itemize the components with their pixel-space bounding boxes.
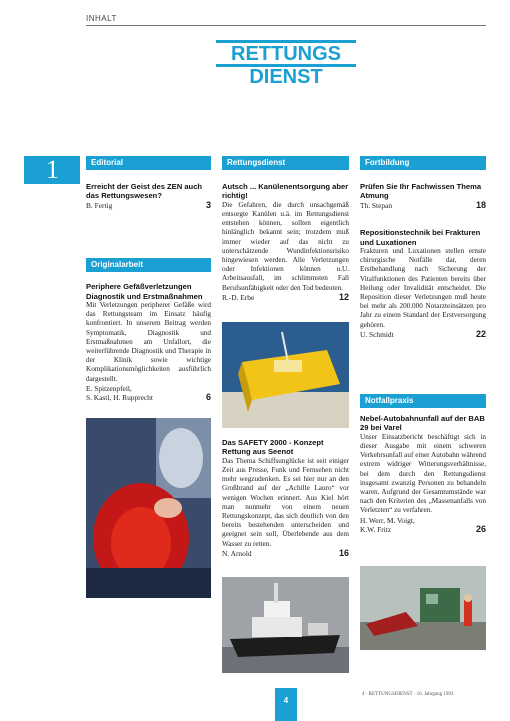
kanuelen-title[interactable]: Autsch ... Kanülenentsorgung aber richtig!	[222, 182, 349, 201]
editorial-author: B. Fertig	[86, 200, 113, 210]
kanuelen-page: 12	[338, 291, 349, 302]
page-number-badge: 4	[275, 688, 297, 721]
section-header-label: INHALT	[86, 14, 117, 23]
reposition-page: 22	[475, 328, 486, 339]
rettungsdienst-logo	[216, 38, 356, 86]
originalarbeit-page: 6	[205, 392, 211, 403]
safety-author: N. Arnold	[222, 548, 252, 558]
issue-number-badge: 1	[24, 156, 80, 184]
editorial-title[interactable]: Erreicht der Geist des ZEN auch das Rettungswesen?	[86, 182, 203, 201]
originalarbeit-author-1: E. Spitzenpfeil,	[86, 383, 132, 393]
safety-title[interactable]: Das SAFETY 2000 - Konzept Rettung aus Seenot	[222, 438, 324, 457]
nebel-body: Unser Einsatzbericht beschäftigt sich in dieser Ausgabe mit einem schweren Verkehrsunfall auf einer Autobahn während extrem widriger Witterungsverhältnisse, bei dem durch den Rettungsdienst insgesamt zwanzig Personen zu behandeln waren. Aufgrund der Gesamtumstände war nach den Kriterien des „Massenanfalls von Verletzten“ zu verfahren.	[360, 432, 486, 515]
fachwissen-title[interactable]: Prüfen Sie Ihr Fachwissen Thema Atmung	[360, 182, 482, 201]
header-rule	[86, 25, 486, 26]
nebel-author-1: H. Werr, M. Voigt,	[360, 515, 415, 525]
section-rettungsdienst: Rettungsdienst	[222, 156, 349, 170]
originalarbeit-title[interactable]: Periphere Gefäßverletzungen Diagnostik und Erstmaßnahmen	[86, 282, 203, 301]
section-originalarbeit: Originalarbeit	[86, 258, 211, 272]
column-middle-lower	[222, 438, 349, 558]
editorial-page: 3	[205, 199, 211, 210]
fachwissen-author: Th. Stepan	[360, 200, 393, 210]
fachwissen-page: 18	[475, 199, 486, 210]
logo-line1: RETTUNGS	[231, 43, 341, 65]
running-footer: 4 · RETTUNGSDIENST · 16. Jahrgang 1993	[362, 692, 454, 697]
originalarbeit-author-2: S. Kastl, H. Rupprecht	[86, 393, 153, 403]
sharps-container-photo	[222, 322, 349, 428]
ship-model-photo	[222, 577, 349, 673]
section-notfallpraxis: Notfallpraxis	[360, 394, 486, 408]
originalarbeit-body: Mit Verletzungen peripherer Gefäße wird das Rettungsteam im Einsatz häufig konfrontiert. In unserem Beitrag werden Symptomatik, Diagnostik und Erstmaßnahmen am Unfallort, die weiterführende Diagnostik und Therapie in der Klinik sowie wichtige Komplikationsmöglichkeiten ausführlich dargestellt.	[86, 300, 211, 383]
reposition-title[interactable]: Repositionstechnik bei Frakturen und Luxationen	[360, 228, 481, 247]
column-left	[86, 156, 211, 402]
column-middle	[222, 156, 349, 302]
kanuelen-author: R.-D. Erbe	[222, 292, 255, 302]
column-right	[360, 156, 486, 339]
section-editorial: Editorial	[86, 156, 211, 170]
kanuelen-body: Die Gefahren, die durch unsachgemäß entsorgte Kanülen u.ä. im Rettungsdienst entstehen können, sollten eigentlich hinlänglich bekannt sein; trotzdem muß immer wieder auf das nicht zu unterschätzende Wundinfektionsrisiko hingewiesen werden. Alle Verletzungen oder Infektionen können u.U. Arbeitsausfall, im schlimmsten Fall Berufsunfähigkeit oder den Tod bedeuten.	[222, 200, 349, 292]
safety-page: 16	[338, 547, 349, 558]
surgery-photo	[86, 418, 211, 598]
nebel-title[interactable]: Nebel-Autobahnunfall auf der BAB 29 bei Varel	[360, 414, 485, 433]
reposition-author: U. Schmidt	[360, 329, 394, 339]
logo-line2: DIENST	[249, 66, 323, 86]
nebel-author-2: K.W. Fritz	[360, 524, 392, 534]
safety-body: Das Thema Schiffsunglücke ist seit einiger Zeit aus Presse, Funk und Fernsehen nicht mehr wegzudenken. Es sei hier nur an den Großbrand auf der „Achille Lauro“ vor wenigen Wochen erinnert. Aus Kiel hört man nunmehr von einem neuen Rettungskonzept, das sich deutlich von den bereits bestehenden unterscheiden und geeignet sein soll, Überlebende aus dem Wasser zu retten.	[222, 456, 349, 548]
accident-photo	[360, 566, 486, 650]
section-fortbildung: Fortbildung	[360, 156, 486, 170]
reposition-body: Frakturen und Luxationen stellen ernste chirurgische Notfälle dar, deren Erstbehandlung nach Sicherung der Vitalfunktionen des Patienten bereits über Heilung oder Invalidität entscheidet. Die Reposition dieser Verletzungen muß heute bei mehr als 200.000 Notarzteinsätzen pro Jahr zu einem Standard der Erstversorgung gehören.	[360, 246, 486, 329]
nebel-page: 26	[475, 523, 486, 534]
column-right-lower	[360, 394, 486, 534]
